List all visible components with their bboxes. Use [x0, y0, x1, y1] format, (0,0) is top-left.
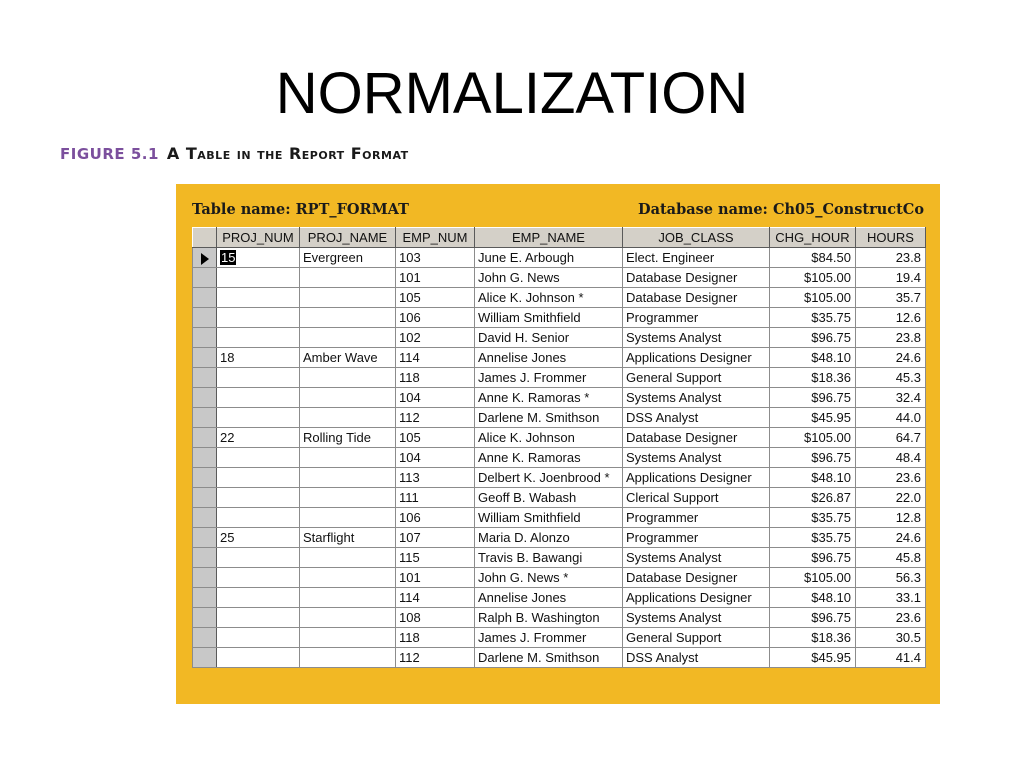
- cell-hours[interactable]: 30.5: [856, 628, 926, 648]
- cell-emp-name[interactable]: Annelise Jones: [475, 588, 623, 608]
- column-header-job-class[interactable]: JOB_CLASS: [623, 228, 770, 248]
- cell-proj-name[interactable]: [300, 568, 396, 588]
- cell-job-class[interactable]: Programmer: [623, 508, 770, 528]
- cell-proj-num[interactable]: [217, 308, 300, 328]
- header-row: [193, 228, 926, 248]
- table-name-label: Table name: RPT_FORMAT: [192, 201, 409, 218]
- table-row[interactable]: [193, 268, 926, 288]
- cell-proj-name[interactable]: Amber Wave: [300, 348, 396, 368]
- cell-emp-name[interactable]: David H. Senior: [475, 328, 623, 348]
- column-header-hours[interactable]: HOURS: [856, 228, 926, 248]
- cell-job-class[interactable]: General Support: [623, 628, 770, 648]
- table-row[interactable]: [193, 628, 926, 648]
- cell-job-class[interactable]: Database Designer: [623, 428, 770, 448]
- cell-proj-num[interactable]: [217, 388, 300, 408]
- cell-job-class[interactable]: Applications Designer: [623, 468, 770, 488]
- row-selector[interactable]: [193, 268, 217, 288]
- cell-emp-num[interactable]: 102: [396, 328, 475, 348]
- cell-job-class[interactable]: Systems Analyst: [623, 448, 770, 468]
- cell-hours[interactable]: 23.6: [856, 468, 926, 488]
- row-selector[interactable]: [193, 308, 217, 328]
- cell-hours[interactable]: 56.3: [856, 568, 926, 588]
- row-selector[interactable]: [193, 468, 217, 488]
- cell-hours[interactable]: 48.4: [856, 448, 926, 468]
- cell-job-class[interactable]: General Support: [623, 368, 770, 388]
- cell-emp-num[interactable]: 104: [396, 388, 475, 408]
- row-selector[interactable]: [193, 328, 217, 348]
- panel-header: [192, 198, 924, 224]
- cell-job-class[interactable]: Database Designer: [623, 568, 770, 588]
- cell-job-class[interactable]: Applications Designer: [623, 348, 770, 368]
- cell-proj-name[interactable]: [300, 308, 396, 328]
- cell-hours[interactable]: 23.8: [856, 328, 926, 348]
- cell-job-class[interactable]: Clerical Support: [623, 488, 770, 508]
- cell-emp-num[interactable]: 105: [396, 288, 475, 308]
- cell-hours[interactable]: 32.4: [856, 388, 926, 408]
- cell-hours[interactable]: 23.6: [856, 608, 926, 628]
- cell-chg-hour[interactable]: $35.75: [770, 508, 856, 528]
- cell-hours[interactable]: 24.6: [856, 348, 926, 368]
- table-row[interactable]: [193, 508, 926, 528]
- cell-proj-name[interactable]: [300, 608, 396, 628]
- cell-emp-num[interactable]: 106: [396, 508, 475, 528]
- row-selector[interactable]: [193, 248, 217, 268]
- cell-chg-hour[interactable]: $18.36: [770, 628, 856, 648]
- cell-chg-hour[interactable]: $26.87: [770, 488, 856, 508]
- cell-proj-num[interactable]: [217, 408, 300, 428]
- table-row[interactable]: [193, 308, 926, 328]
- cell-proj-num[interactable]: [217, 568, 300, 588]
- cell-proj-name[interactable]: [300, 328, 396, 348]
- cell-proj-name[interactable]: [300, 488, 396, 508]
- cell-hours[interactable]: 64.7: [856, 428, 926, 448]
- cell-emp-name[interactable]: Alice K. Johnson *: [475, 288, 623, 308]
- cell-proj-num[interactable]: [217, 608, 300, 628]
- cell-hours[interactable]: 44.0: [856, 408, 926, 428]
- figure-number: FIGURE 5.1: [60, 145, 159, 163]
- figure-title: A Table in the Report Format: [166, 144, 409, 163]
- cell-proj-name[interactable]: [300, 548, 396, 568]
- cell-chg-hour[interactable]: $96.75: [770, 608, 856, 628]
- cell-proj-num[interactable]: 22: [217, 428, 300, 448]
- cell-proj-name[interactable]: [300, 388, 396, 408]
- table-row[interactable]: [193, 568, 926, 588]
- cell-emp-name[interactable]: William Smithfield: [475, 308, 623, 328]
- cell-emp-name[interactable]: Geoff B. Wabash: [475, 488, 623, 508]
- cell-emp-num[interactable]: 114: [396, 588, 475, 608]
- row-selector[interactable]: [193, 448, 217, 468]
- cell-chg-hour[interactable]: $35.75: [770, 528, 856, 548]
- cell-chg-hour[interactable]: $96.75: [770, 388, 856, 408]
- column-header-emp-name[interactable]: EMP_NAME: [475, 228, 623, 248]
- table-row[interactable]: [193, 428, 926, 448]
- cell-emp-num[interactable]: 101: [396, 268, 475, 288]
- cell-proj-name[interactable]: [300, 648, 396, 668]
- cell-emp-name[interactable]: Anne K. Ramoras *: [475, 388, 623, 408]
- cell-proj-name[interactable]: [300, 288, 396, 308]
- cell-proj-num[interactable]: 18: [217, 348, 300, 368]
- cell-job-class[interactable]: Systems Analyst: [623, 608, 770, 628]
- current-row-arrow-icon: [201, 253, 209, 265]
- cell-hours[interactable]: 45.3: [856, 368, 926, 388]
- cell-chg-hour[interactable]: $105.00: [770, 428, 856, 448]
- cell-chg-hour[interactable]: $105.00: [770, 268, 856, 288]
- row-selector[interactable]: [193, 528, 217, 548]
- row-selector[interactable]: [193, 428, 217, 448]
- cell-proj-name[interactable]: [300, 468, 396, 488]
- cell-emp-num[interactable]: 108: [396, 608, 475, 628]
- table-row[interactable]: [193, 348, 926, 368]
- cell-chg-hour[interactable]: $35.75: [770, 308, 856, 328]
- cell-hours[interactable]: 45.8: [856, 548, 926, 568]
- cell-chg-hour[interactable]: $48.10: [770, 468, 856, 488]
- cell-proj-name[interactable]: [300, 268, 396, 288]
- table-panel: [176, 184, 940, 704]
- cell-emp-num[interactable]: 103: [396, 248, 475, 268]
- cell-hours[interactable]: 12.8: [856, 508, 926, 528]
- row-selector[interactable]: [193, 508, 217, 528]
- cell-chg-hour[interactable]: $84.50: [770, 248, 856, 268]
- cell-emp-name[interactable]: William Smithfield: [475, 508, 623, 528]
- slide-title: NORMALIZATION: [275, 61, 749, 126]
- cell-proj-name[interactable]: [300, 368, 396, 388]
- cell-hours[interactable]: 23.8: [856, 248, 926, 268]
- cell-proj-num[interactable]: [217, 648, 300, 668]
- table-row[interactable]: [193, 408, 926, 428]
- cell-emp-num[interactable]: 107: [396, 528, 475, 548]
- grid-body: [193, 248, 926, 668]
- cell-proj-name[interactable]: Starflight: [300, 528, 396, 548]
- cell-job-class[interactable]: DSS Analyst: [623, 408, 770, 428]
- cell-emp-name[interactable]: Delbert K. Joenbrood *: [475, 468, 623, 488]
- selected-value: 15: [221, 250, 236, 265]
- cell-hours[interactable]: 41.4: [856, 648, 926, 668]
- cell-hours[interactable]: 24.6: [856, 528, 926, 548]
- row-selector[interactable]: [193, 648, 217, 668]
- data-grid: [192, 227, 926, 668]
- cell-emp-name[interactable]: John G. News: [475, 268, 623, 288]
- cell-proj-name[interactable]: [300, 628, 396, 648]
- column-header-proj-name[interactable]: PROJ_NAME: [300, 228, 396, 248]
- cell-emp-name[interactable]: Alice K. Johnson: [475, 428, 623, 448]
- cell-emp-name[interactable]: Ralph B. Washington: [475, 608, 623, 628]
- row-selector[interactable]: [193, 408, 217, 428]
- cell-chg-hour[interactable]: $105.00: [770, 288, 856, 308]
- cell-job-class[interactable]: Elect. Engineer: [623, 248, 770, 268]
- row-selector[interactable]: [193, 588, 217, 608]
- cell-emp-num[interactable]: 114: [396, 348, 475, 368]
- column-header-chg-hour[interactable]: CHG_HOUR: [770, 228, 856, 248]
- cell-emp-name[interactable]: Darlene M. Smithson: [475, 648, 623, 668]
- cell-emp-name[interactable]: Travis B. Bawangi: [475, 548, 623, 568]
- cell-emp-num[interactable]: 118: [396, 368, 475, 388]
- table-row[interactable]: [193, 288, 926, 308]
- cell-proj-name[interactable]: [300, 408, 396, 428]
- table-row[interactable]: [193, 608, 926, 628]
- cell-proj-num[interactable]: [217, 248, 300, 268]
- cell-hours[interactable]: 12.6: [856, 308, 926, 328]
- cell-job-class[interactable]: Systems Analyst: [623, 328, 770, 348]
- cell-emp-num[interactable]: 118: [396, 628, 475, 648]
- cell-proj-name[interactable]: [300, 508, 396, 528]
- cell-emp-num[interactable]: 106: [396, 308, 475, 328]
- cell-job-class[interactable]: DSS Analyst: [623, 648, 770, 668]
- cell-emp-num[interactable]: 113: [396, 468, 475, 488]
- cell-job-class[interactable]: Applications Designer: [623, 588, 770, 608]
- cell-chg-hour[interactable]: $18.36: [770, 368, 856, 388]
- cell-job-class[interactable]: Database Designer: [623, 288, 770, 308]
- table-row[interactable]: [193, 448, 926, 468]
- cell-job-class[interactable]: Programmer: [623, 308, 770, 328]
- cell-hours[interactable]: 35.7: [856, 288, 926, 308]
- cell-job-class[interactable]: Programmer: [623, 528, 770, 548]
- cell-proj-num[interactable]: [217, 268, 300, 288]
- cell-emp-name[interactable]: John G. News *: [475, 568, 623, 588]
- table-row[interactable]: [193, 588, 926, 608]
- cell-chg-hour[interactable]: $96.75: [770, 328, 856, 348]
- cell-emp-name[interactable]: James J. Frommer: [475, 368, 623, 388]
- cell-job-class[interactable]: Systems Analyst: [623, 548, 770, 568]
- row-selector[interactable]: [193, 548, 217, 568]
- cell-proj-num[interactable]: [217, 628, 300, 648]
- column-header-proj-num[interactable]: PROJ_NUM: [217, 228, 300, 248]
- cell-chg-hour[interactable]: $48.10: [770, 588, 856, 608]
- row-selector[interactable]: [193, 348, 217, 368]
- row-selector[interactable]: [193, 568, 217, 588]
- cell-proj-name[interactable]: [300, 588, 396, 608]
- cell-emp-num[interactable]: 112: [396, 648, 475, 668]
- cell-proj-num[interactable]: [217, 548, 300, 568]
- cell-emp-num[interactable]: 105: [396, 428, 475, 448]
- table-row[interactable]: [193, 368, 926, 388]
- cell-emp-name[interactable]: James J. Frommer: [475, 628, 623, 648]
- cell-emp-name[interactable]: June E. Arbough: [475, 248, 623, 268]
- row-selector[interactable]: [193, 488, 217, 508]
- table-row[interactable]: [193, 488, 926, 508]
- database-name-label: Database name: Ch05_ConstructCo: [638, 201, 924, 218]
- table-row[interactable]: [193, 388, 926, 408]
- cell-chg-hour[interactable]: $45.95: [770, 408, 856, 428]
- figure-caption: [60, 144, 409, 164]
- cell-hours[interactable]: 33.1: [856, 588, 926, 608]
- cell-proj-num[interactable]: [217, 488, 300, 508]
- cell-proj-name[interactable]: Rolling Tide: [300, 428, 396, 448]
- corner-cell[interactable]: [193, 228, 217, 248]
- table-row[interactable]: [193, 528, 926, 548]
- cell-proj-num[interactable]: [217, 368, 300, 388]
- cell-emp-num[interactable]: 115: [396, 548, 475, 568]
- cell-emp-name[interactable]: Maria D. Alonzo: [475, 528, 623, 548]
- cell-emp-num[interactable]: 111: [396, 488, 475, 508]
- table-row[interactable]: [193, 248, 926, 268]
- cell-emp-name[interactable]: Anne K. Ramoras: [475, 448, 623, 468]
- cell-emp-name[interactable]: Darlene M. Smithson: [475, 408, 623, 428]
- row-selector[interactable]: [193, 628, 217, 648]
- cell-chg-hour[interactable]: $96.75: [770, 548, 856, 568]
- cell-proj-name[interactable]: [300, 448, 396, 468]
- table-row[interactable]: [193, 648, 926, 668]
- row-selector[interactable]: [193, 368, 217, 388]
- cell-proj-num[interactable]: [217, 448, 300, 468]
- cell-emp-num[interactable]: 112: [396, 408, 475, 428]
- cell-proj-num[interactable]: [217, 468, 300, 488]
- cell-job-class[interactable]: Systems Analyst: [623, 388, 770, 408]
- cell-hours[interactable]: 19.4: [856, 268, 926, 288]
- row-selector[interactable]: [193, 388, 217, 408]
- column-header-emp-num[interactable]: EMP_NUM: [396, 228, 475, 248]
- cell-chg-hour[interactable]: $45.95: [770, 648, 856, 668]
- table-row[interactable]: [193, 548, 926, 568]
- cell-emp-num[interactable]: 104: [396, 448, 475, 468]
- cell-chg-hour[interactable]: $48.10: [770, 348, 856, 368]
- cell-emp-num[interactable]: 101: [396, 568, 475, 588]
- cell-hours[interactable]: 22.0: [856, 488, 926, 508]
- cell-chg-hour[interactable]: $105.00: [770, 568, 856, 588]
- row-selector[interactable]: [193, 608, 217, 628]
- table-row[interactable]: [193, 468, 926, 488]
- cell-proj-num[interactable]: [217, 328, 300, 348]
- cell-proj-num[interactable]: [217, 588, 300, 608]
- cell-proj-num[interactable]: [217, 508, 300, 528]
- cell-proj-num[interactable]: 25: [217, 528, 300, 548]
- table-row[interactable]: [193, 328, 926, 348]
- cell-proj-name[interactable]: Evergreen: [300, 248, 396, 268]
- row-selector[interactable]: [193, 288, 217, 308]
- cell-proj-num[interactable]: [217, 288, 300, 308]
- cell-job-class[interactable]: Database Designer: [623, 268, 770, 288]
- cell-emp-name[interactable]: Annelise Jones: [475, 348, 623, 368]
- cell-chg-hour[interactable]: $96.75: [770, 448, 856, 468]
